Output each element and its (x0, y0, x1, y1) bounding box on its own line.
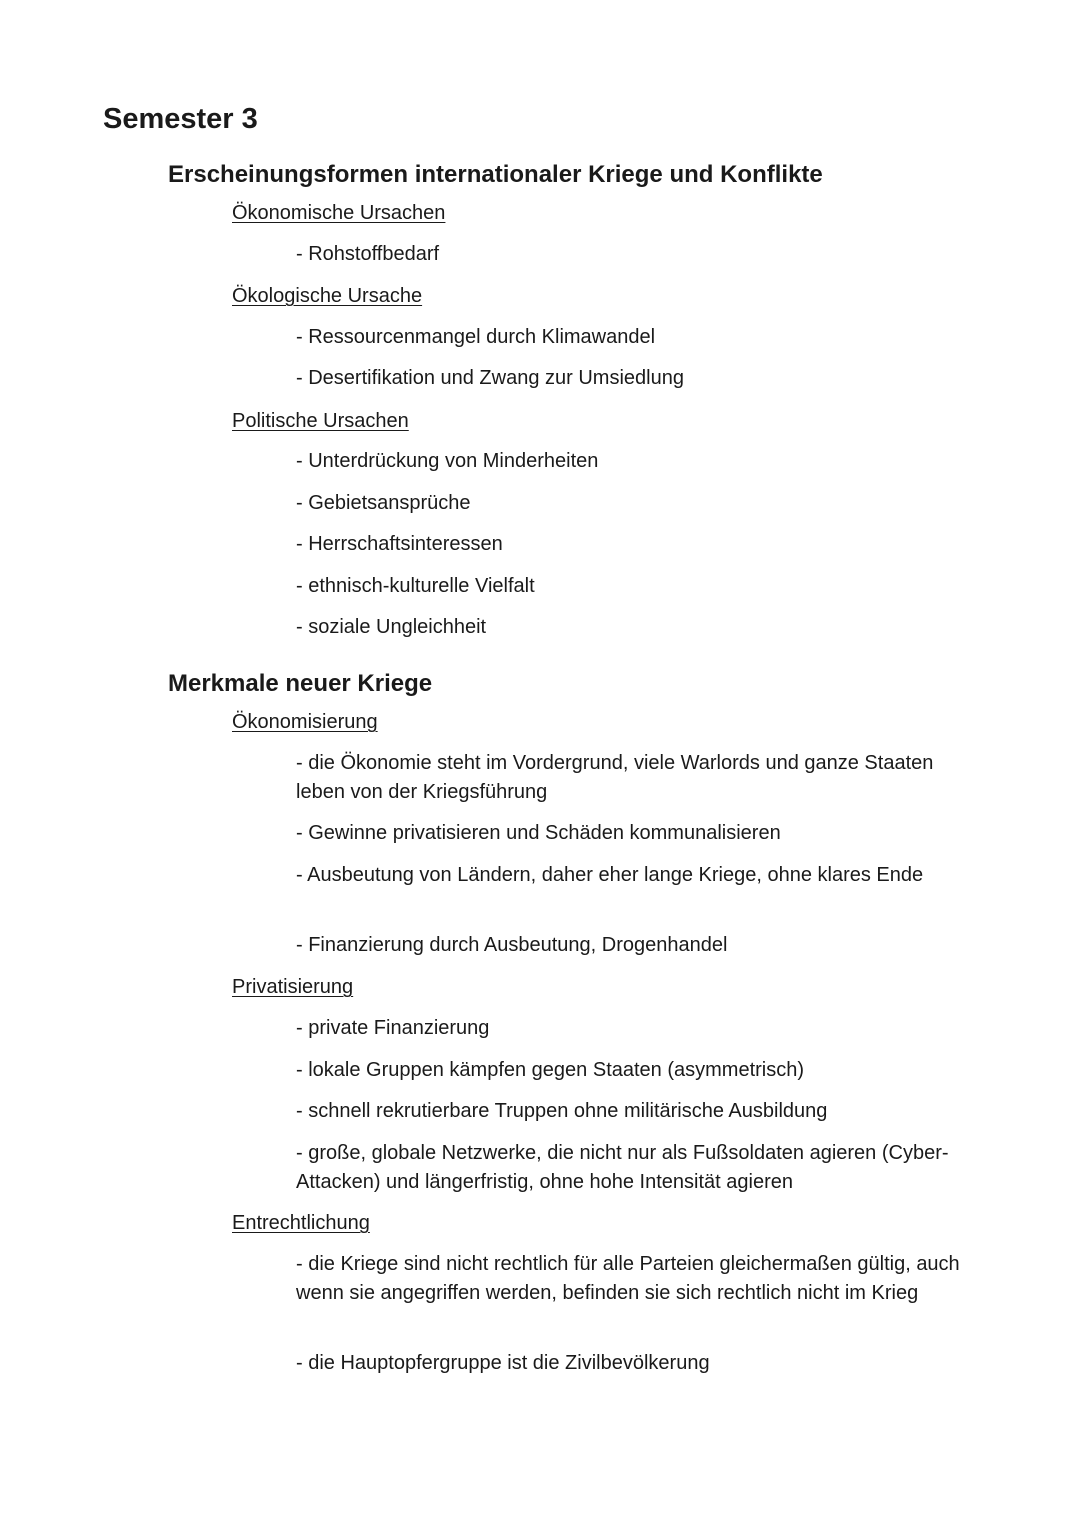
list-item: - Desertifikation und Zwang zur Umsiedlung (296, 367, 684, 389)
list-item: - Unterdrückung von Minderheiten (296, 450, 599, 472)
subheading-entrechtlichung: Entrechtlichung (232, 1212, 370, 1234)
list-item: - große, globale Netzwerke, die nicht nur als Fußsoldaten agieren (Cyber-Attacken) und längerfristig, ohne hohe Intensität agieren (296, 1142, 949, 1193)
list-item: - lokale Gruppen kämpfen gegen Staaten (asymmetrisch) (296, 1059, 805, 1081)
list-item: - ethnisch-kulturelle Vielfalt (296, 575, 535, 597)
list-item: - die Ökonomie steht im Vordergrund, viele Warlords und ganze Staaten leben von der Kriegsführung (296, 752, 934, 803)
subheading-politische-ursachen: Politische Ursachen (232, 410, 409, 432)
list-item: - Herrschaftsinteressen (296, 533, 503, 555)
list-item: - Gewinne privatisieren und Schäden kommunalisieren (296, 822, 781, 844)
subheading-privatisierung: Privatisierung (232, 976, 354, 998)
list-item: - Gebietsansprüche (296, 492, 471, 514)
list-item: - die Kriege sind nicht rechtlich für alle Parteien gleichermaßen gültig, auch wenn sie angegriffen werden, befinden sie sich rechtlich nicht im Krieg (296, 1253, 960, 1304)
list-item: - Finanzierung durch Ausbeutung, Drogenhandel (296, 934, 728, 956)
section-heading-neue-kriege: Merkmale neuer Kriege (168, 670, 433, 697)
list-item: - Ausbeutung von Ländern, daher eher lange Kriege, ohne klares Ende (296, 864, 924, 886)
list-item: - schnell rekrutierbare Truppen ohne militärische Ausbildung (296, 1100, 828, 1122)
list-item: - private Finanzierung (296, 1017, 490, 1039)
list-item: - die Hauptopfergruppe ist die Zivilbevölkerung (296, 1352, 710, 1374)
subheading-oekonomisierung: Ökonomisierung (232, 711, 378, 733)
list-item: - Ressourcenmangel durch Klimawandel (296, 326, 656, 348)
page-title: Semester 3 (103, 103, 258, 135)
subheading-oekonomische-ursachen: Ökonomische Ursachen (232, 202, 446, 224)
subheading-oekologische-ursache: Ökologische Ursache (232, 285, 423, 307)
list-item: - soziale Ungleichheit (296, 616, 487, 638)
section-heading-konflikte: Erscheinungsformen internationaler Kriege und Konflikte (168, 161, 823, 188)
list-item: - Rohstoffbedarf (296, 243, 440, 265)
